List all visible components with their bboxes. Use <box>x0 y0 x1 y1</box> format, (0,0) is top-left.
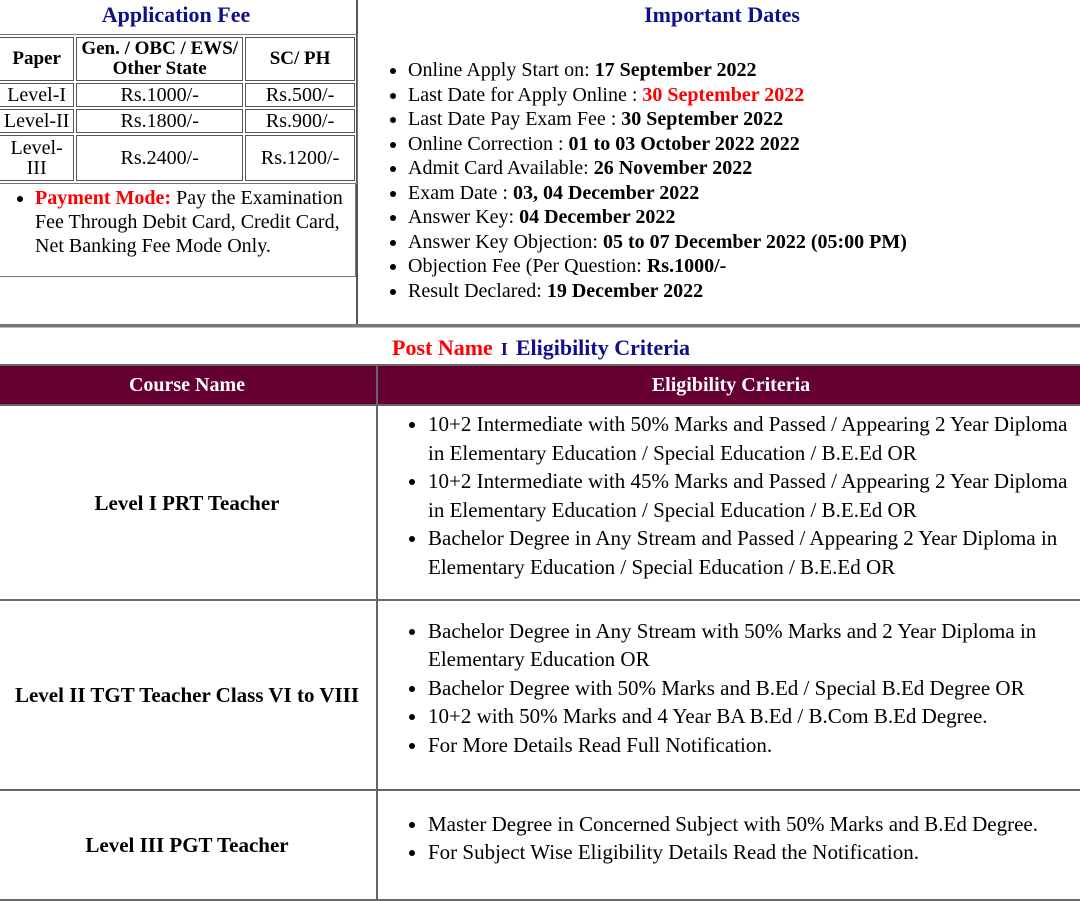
fee-sc: Rs.500/- <box>245 83 355 107</box>
header-separator: I <box>500 339 508 359</box>
criteria-item: • For More Details Read Full Notification. <box>428 731 1076 760</box>
date-value: Rs.1000/- <box>646 255 727 277</box>
date-value: 30 September 2022 <box>642 83 805 106</box>
fee-sc: Rs.900/- <box>245 109 355 133</box>
criteria-item: • Bachelor Degree in Any Stream with 50% Marks and 2 Year Diploma in Elementary Education OR <box>428 617 1076 674</box>
course-name: Level I PRT Teacher <box>0 405 377 600</box>
criteria-list <box>378 617 1076 760</box>
payment-mode-box <box>0 183 356 277</box>
important-date-item <box>408 254 1080 279</box>
important-dates-list <box>358 58 1080 303</box>
important-date-item <box>408 205 1080 230</box>
fee-gen: Rs.1800/- <box>76 109 243 133</box>
fee-row <box>0 135 355 181</box>
important-dates-panel <box>358 0 1080 324</box>
date-value: 30 September 2022 <box>621 108 784 130</box>
course-name: Level III PGT Teacher <box>0 790 377 900</box>
course-name: Level II TGT Teacher Class VI to VIII <box>0 600 377 790</box>
date-value: 05 to 07 December 2022 (05:00 PM) <box>602 230 907 253</box>
criteria-list <box>378 810 1076 867</box>
payment-mode-item <box>35 186 351 258</box>
fee-paper: Level-III <box>0 135 74 181</box>
important-date-item <box>408 230 1080 255</box>
criteria-list <box>378 410 1076 581</box>
date-label: Answer Key: <box>408 206 520 228</box>
criteria-cell <box>377 405 1080 600</box>
eligibility-row <box>0 405 1080 600</box>
fee-table <box>0 34 358 184</box>
fee-gen: Rs.2400/- <box>76 135 243 181</box>
date-label: Admit Card Available: <box>408 157 594 179</box>
fee-row <box>0 83 355 107</box>
date-label: Exam Date : <box>408 181 513 204</box>
important-date-item <box>408 279 1080 304</box>
eligibility-row <box>0 600 1080 790</box>
important-date-item <box>408 107 1080 132</box>
date-value: 19 December 2022 <box>546 279 704 302</box>
date-label: Last Date for Apply Online : <box>408 83 643 106</box>
criteria-item: • Bachelor Degree with 50% Marks and B.Ed / Special B.Ed Degree OR <box>428 674 1076 703</box>
date-label: Result Declared: <box>408 279 547 302</box>
fee-paper: Level-I <box>0 83 74 107</box>
post-name-header <box>0 327 1080 364</box>
important-date-item <box>408 181 1080 206</box>
top-section <box>0 0 1080 327</box>
important-date-item <box>408 58 1080 83</box>
payment-mode-text: Pay the Examination Fee Through Debit Card, Credit Card, Net Banking Fee Mode Only. <box>35 187 343 257</box>
date-label: Online Correction : <box>408 132 569 155</box>
date-label: Objection Fee (Per Question: <box>408 255 647 277</box>
payment-mode-label: Payment Mode: <box>35 187 172 209</box>
date-value: 26 November 2022 <box>593 157 753 179</box>
criteria-item: • For Subject Wise Eligibility Details Read the Notification. <box>428 838 1076 867</box>
criteria-item: • Bachelor Degree in Any Stream and Passed / Appearing 2 Year Diploma in Elementary Education / Special Education / B.E.Ed OR <box>428 524 1076 581</box>
important-date-item <box>408 156 1080 181</box>
eligibility-table-header <box>0 365 1080 405</box>
date-value: 17 September 2022 <box>594 59 757 81</box>
eligibility-row <box>0 790 1080 900</box>
important-date-item <box>408 132 1080 157</box>
application-fee-panel <box>0 0 358 324</box>
eligibility-table <box>0 364 1080 901</box>
important-dates-title: Important Dates <box>644 2 800 27</box>
fee-header-gen: Gen. / OBC / EWS/ Other State <box>76 37 243 81</box>
fee-table-header <box>0 37 355 81</box>
fee-row <box>0 109 355 133</box>
criteria-cell <box>377 790 1080 900</box>
important-date-item <box>408 83 1080 108</box>
eligibility-criteria-label: Eligibility Criteria <box>515 335 690 360</box>
criteria-item: • 10+2 Intermediate with 50% Marks and Passed / Appearing 2 Year Diploma in Elementary Education / Special Education / B.E.Ed OR <box>428 410 1076 467</box>
criteria-item: • 10+2 with 50% Marks and 4 Year BA B.Ed / B.Com B.Ed Degree. <box>428 702 1076 731</box>
fee-header-sc: SC/ PH <box>245 37 355 81</box>
criteria-item: • 10+2 Intermediate with 45% Marks and Passed / Appearing 2 Year Diploma in Elementary Education / Special Education / B.E.Ed OR <box>428 467 1076 524</box>
date-label: Last Date Pay Exam Fee : <box>408 108 622 130</box>
fee-paper: Level-II <box>0 109 74 133</box>
payment-mode-list <box>0 186 351 258</box>
fee-header-paper: Paper <box>0 37 74 81</box>
criteria-item: • Master Degree in Concerned Subject with 50% Marks and B.Ed Degree. <box>428 810 1076 839</box>
header-eligibility-criteria: Eligibility Criteria <box>377 365 1080 405</box>
fee-sc: Rs.1200/- <box>245 135 355 181</box>
date-value: 04 December 2022 <box>519 206 676 228</box>
date-value: 01 to 03 October 2022 2022 <box>568 132 800 155</box>
date-label: Online Apply Start on: <box>408 59 595 81</box>
header-course-name: Course Name <box>0 365 377 405</box>
date-label: Answer Key Objection: <box>408 230 603 253</box>
criteria-cell <box>377 600 1080 790</box>
fee-gen: Rs.1000/- <box>76 83 243 107</box>
post-name-label: Post Name <box>392 335 493 360</box>
date-value: 03, 04 December 2022 <box>512 181 700 204</box>
application-fee-title: Application Fee <box>101 2 251 27</box>
